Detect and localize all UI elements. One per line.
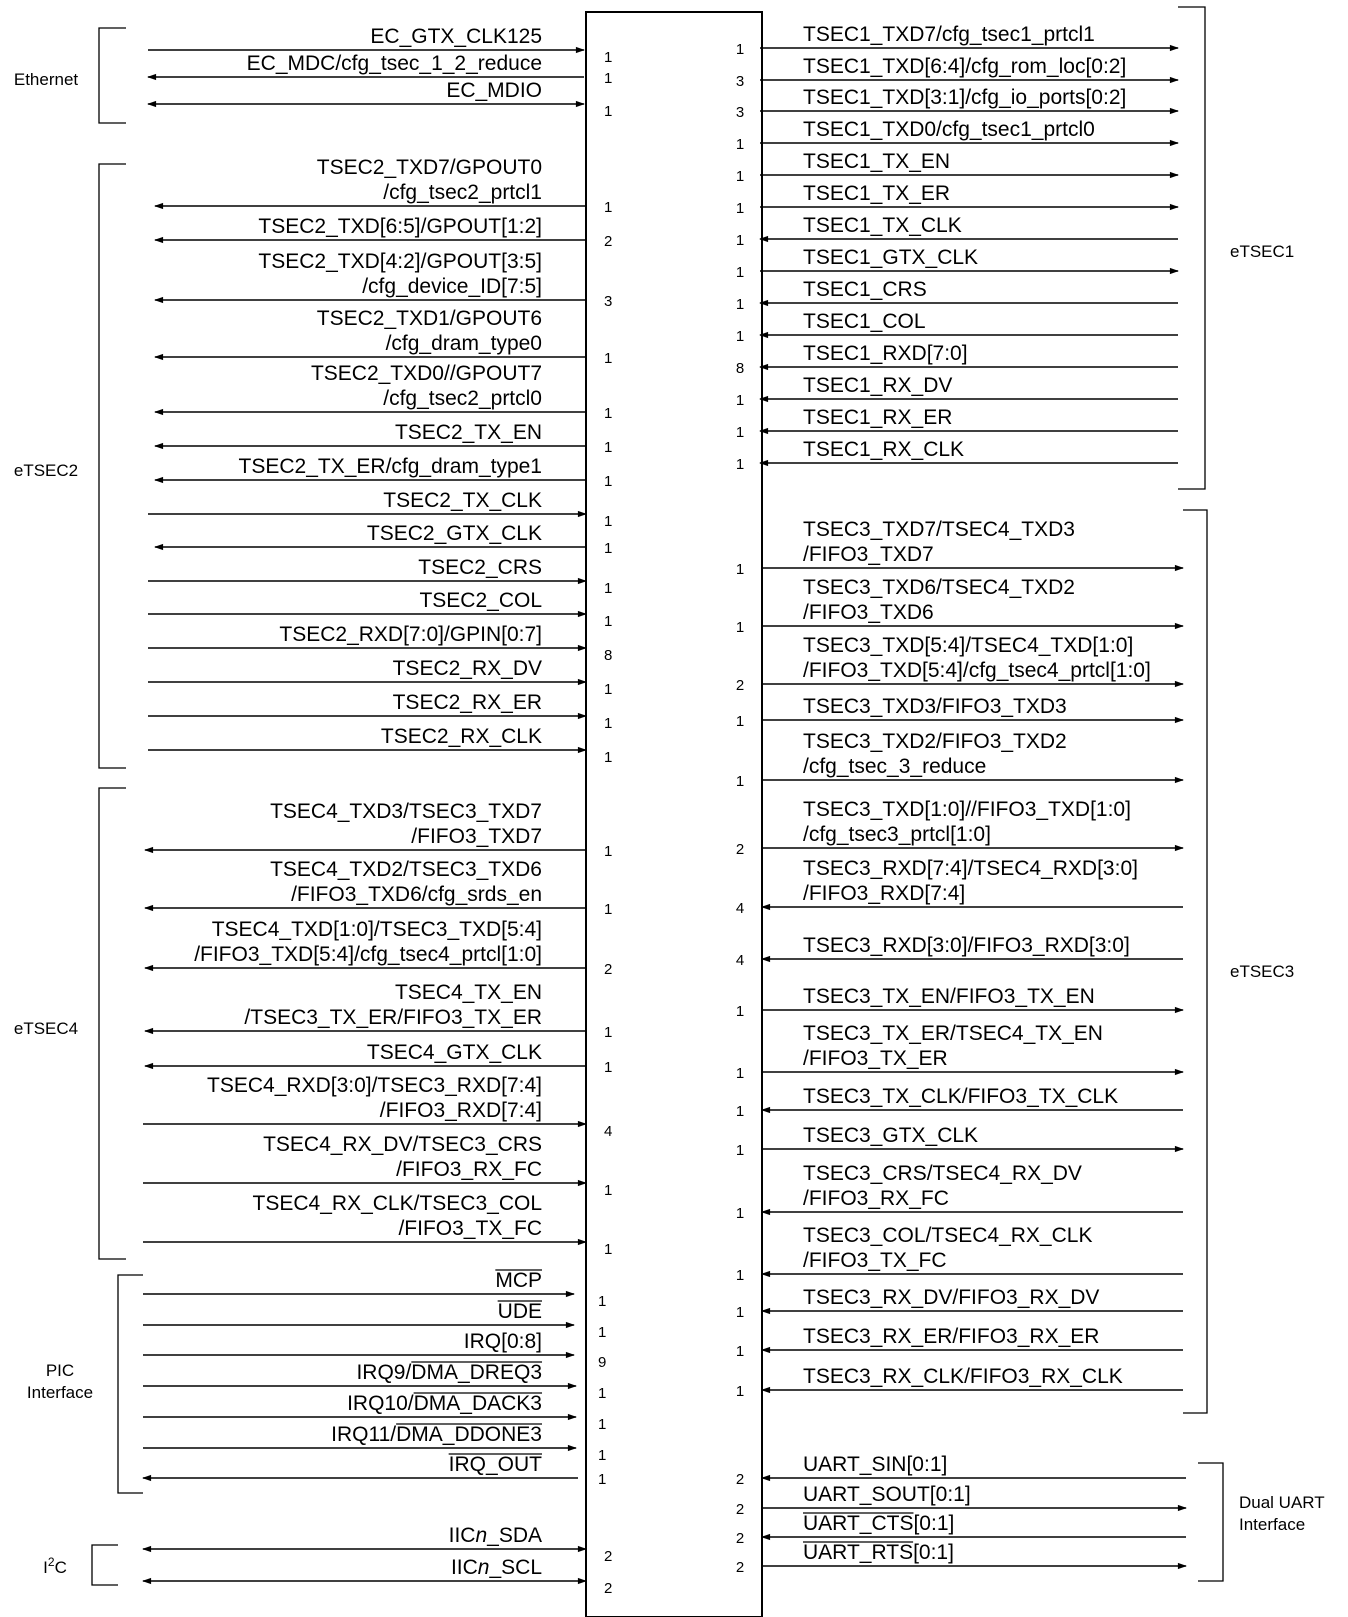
- right-signal-label: TSEC1_TXD7/cfg_tsec1_prtcl1: [803, 23, 1095, 46]
- right-signal-label: UART_CTS[0:1]: [803, 1512, 955, 1535]
- left-signal-label: TSEC4_TXD[1:0]/TSEC3_TXD[5:4]: [211, 918, 542, 941]
- left-signal-label: TSEC2_TX_EN: [394, 421, 542, 444]
- left-signal-width: 1: [604, 405, 613, 422]
- right-signal-label: TSEC3_TXD[5:4]/TSEC4_TXD[1:0]: [803, 634, 1134, 657]
- left-signal-label: /FIFO3_TXD7: [411, 825, 542, 848]
- right-signal-label: TSEC3_TXD3/FIFO3_TXD3: [803, 695, 1067, 718]
- left-signal-width: 1: [604, 1241, 613, 1258]
- right-signal-width: 8: [735, 360, 745, 377]
- left-signal-label: IRQ11/DMA_DDONE3: [331, 1423, 542, 1446]
- right-signal-label: TSEC3_RX_DV/FIFO3_RX_DV: [803, 1286, 1100, 1309]
- right-signal-width: 1: [735, 328, 745, 345]
- i2c-superscript: 2: [47, 1555, 55, 1569]
- right-signal-width: 1: [735, 136, 745, 153]
- left-signal-width: 1: [604, 70, 613, 87]
- left-signal-width: 1: [604, 350, 613, 367]
- left-signal-width: 1: [598, 1447, 607, 1464]
- right-signal-width: 1: [735, 456, 745, 473]
- left-signal-width: 2: [604, 1548, 613, 1565]
- right-signal-width: 1: [735, 1383, 745, 1400]
- left-signal-label: TSEC2_TXD[4:2]/GPOUT[3:5]: [258, 250, 542, 273]
- bracket-i2c: [92, 1545, 118, 1585]
- right-signal-width: 4: [735, 900, 745, 917]
- right-signal-label: TSEC1_GTX_CLK: [803, 246, 979, 269]
- right-signal-width: 1: [735, 168, 745, 185]
- group-label-i2c: $I^2C$: [43, 1555, 67, 1577]
- right-signal-width: 1: [735, 392, 745, 409]
- left-signal-width: 1: [604, 199, 613, 216]
- left-signal-width: 1: [604, 580, 613, 597]
- right-signal-label: TSEC1_RX_ER: [803, 406, 953, 429]
- right-signal-label: TSEC3_TXD7/TSEC4_TXD3: [803, 518, 1075, 541]
- group-label-pic: Interface: [26, 1383, 94, 1402]
- right-signal-label: /FIFO3_TXD7: [803, 543, 934, 566]
- right-signal-label: UART_SOUT[0:1]: [803, 1483, 971, 1506]
- right-signal-label: TSEC3_TXD6/TSEC4_TXD2: [803, 576, 1075, 599]
- left-signal-width: 1: [604, 49, 613, 66]
- left-signal-label: EC_MDC/cfg_tsec_1_2_reduce: [246, 52, 542, 75]
- left-signal-label: /cfg_tsec2_prtcl0: [383, 387, 542, 410]
- right-signal-width: 2: [735, 1501, 745, 1518]
- right-signal-width: 4: [735, 952, 745, 969]
- left-signal-label: MCP: [495, 1269, 542, 1292]
- left-signal-label: IRQ_OUT: [448, 1453, 542, 1476]
- left-signal-label: IRQ[0:8]: [463, 1330, 542, 1353]
- right-signal-label: /FIFO3_RX_FC: [803, 1187, 949, 1210]
- left-signal-label: TSEC2_RX_DV: [392, 657, 542, 680]
- right-signal-width: 1: [735, 296, 745, 313]
- left-signal-label: TSEC4_GTX_CLK: [366, 1041, 542, 1064]
- group-label-etsec4: eTSEC4: [13, 1019, 79, 1038]
- right-signal-label: TSEC3_RX_ER/FIFO3_RX_ER: [803, 1325, 1100, 1348]
- right-signal-label: TSEC1_TX_EN: [803, 150, 951, 173]
- right-signal-width: 1: [735, 264, 745, 281]
- left-signal-label: TSEC2_TXD0//GPOUT7: [310, 362, 542, 385]
- left-signal-width: 1: [604, 715, 613, 732]
- left-signal-width: 1: [604, 103, 613, 120]
- right-signal-width: 2: [735, 1471, 745, 1488]
- left-signal-width: 1: [598, 1385, 607, 1402]
- left-signal-label: /FIFO3_TXD[5:4]/cfg_tsec4_prtcl[1:0]: [194, 943, 542, 966]
- left-signal-width: 8: [604, 647, 613, 664]
- left-signal-width: 1: [604, 473, 613, 490]
- right-signal-label: /FIFO3_TXD6: [803, 601, 934, 624]
- left-signal-label: IRQ9/DMA_DREQ3: [356, 1361, 542, 1384]
- right-signal-width: 1: [735, 1267, 745, 1284]
- left-signal-width: 1: [604, 540, 613, 557]
- left-signal-width: 1: [604, 681, 613, 698]
- left-signal-label: TSEC2_TXD1/GPOUT6: [316, 307, 542, 330]
- bracket-uart: [1198, 1463, 1223, 1581]
- right-signal-label: TSEC3_TX_EN/FIFO3_TX_EN: [803, 985, 1095, 1008]
- right-signal-label: /FIFO3_RXD[7:4]: [803, 882, 966, 905]
- group-label-ethernet: Ethernet: [13, 70, 79, 89]
- right-signal-label: TSEC1_TXD[6:4]/cfg_rom_loc[0:2]: [803, 55, 1127, 78]
- left-signal-width: 1: [598, 1416, 607, 1433]
- left-signal-width: 1: [604, 1059, 613, 1076]
- left-signal-label: TSEC4_RX_DV/TSEC3_CRS: [263, 1133, 542, 1156]
- bracket-pic: [118, 1275, 143, 1493]
- group-label-pic: PIC: [45, 1361, 75, 1380]
- left-signal-label: /FIFO3_TX_FC: [398, 1217, 542, 1240]
- left-signal-width: 1: [604, 749, 613, 766]
- bracket-etsec1: [1178, 7, 1205, 489]
- right-signal-label: TSEC3_RXD[7:4]/TSEC4_RXD[3:0]: [803, 857, 1138, 880]
- left-signal-width: 3: [604, 293, 613, 310]
- left-signal-label: TSEC2_GTX_CLK: [366, 522, 542, 545]
- bracket-etsec3: [1183, 510, 1207, 1413]
- bracket-etsec2: [99, 164, 126, 768]
- right-signal-label: UART_SIN[0:1]: [803, 1453, 948, 1476]
- group-label-etsec1: eTSEC1: [1230, 242, 1295, 261]
- left-signal-label: TSEC2_CRS: [418, 556, 542, 579]
- right-signal-label: TSEC3_TXD2/FIFO3_TXD2: [803, 730, 1067, 753]
- right-signal-label: UART_RTS[0:1]: [803, 1541, 954, 1564]
- left-signal-label: TSEC2_RXD[7:0]/GPIN[0:7]: [279, 623, 542, 646]
- left-signal-width: 4: [604, 1123, 613, 1140]
- left-signal-label: TSEC4_RX_CLK/TSEC3_COL: [252, 1192, 542, 1215]
- i2c-suffix: C: [54, 1558, 67, 1577]
- right-signal-width: 1: [735, 1103, 745, 1120]
- right-signal-label: /FIFO3_TX_FC: [803, 1249, 947, 1272]
- right-signal-label: TSEC1_TXD0/cfg_tsec1_prtcl0: [803, 118, 1095, 141]
- group-label-etsec3: eTSEC3: [1230, 962, 1295, 981]
- left-signal-label: EC_MDIO: [446, 79, 542, 102]
- right-signal-label: TSEC1_RX_DV: [803, 374, 953, 397]
- left-signal-label: /FIFO3_RXD[7:4]: [379, 1099, 542, 1122]
- left-signal-label: TSEC4_TX_EN: [394, 981, 542, 1004]
- left-signal-label: TSEC2_TXD7/GPOUT0: [316, 156, 542, 179]
- right-signal-width: 3: [735, 73, 745, 90]
- left-signal-label: IRQ10/DMA_DACK3: [347, 1392, 542, 1415]
- left-signal-label: TSEC2_TX_CLK: [383, 489, 542, 512]
- left-signal-width: 2: [604, 1580, 613, 1597]
- right-signal-label: TSEC3_TXD[1:0]//FIFO3_TXD[1:0]: [803, 798, 1131, 821]
- left-signal-label: /FIFO3_TXD6/cfg_srds_en: [291, 883, 542, 906]
- left-signal-label: TSEC4_TXD2/TSEC3_TXD6: [270, 858, 542, 881]
- right-signal-width: 1: [735, 1003, 745, 1020]
- left-signal-label: /TSEC3_TX_ER/FIFO3_TX_ER: [244, 1006, 542, 1029]
- bracket-ethernet: [99, 28, 126, 123]
- right-signal-label: TSEC1_TX_ER: [803, 182, 951, 205]
- right-signal-label: /cfg_tsec_3_reduce: [803, 755, 987, 778]
- right-signal-width: 2: [735, 1530, 745, 1547]
- right-signal-width: 1: [735, 1142, 745, 1159]
- left-signal-label: IICn_SCL: [450, 1556, 542, 1579]
- right-signal-width: 1: [735, 1343, 745, 1360]
- right-signal-label: TSEC1_COL: [803, 310, 926, 333]
- group-label-etsec2: eTSEC2: [13, 461, 79, 480]
- right-signal-label: TSEC1_TXD[3:1]/cfg_io_ports[0:2]: [803, 86, 1127, 109]
- right-signal-width: 1: [735, 41, 745, 58]
- right-signal-label: TSEC1_TX_CLK: [803, 214, 962, 237]
- right-signal-label: TSEC1_RX_CLK: [803, 438, 965, 461]
- left-signal-width: 1: [604, 439, 613, 456]
- left-signal-width: 1: [604, 1182, 613, 1199]
- chip-body: [586, 12, 762, 1617]
- right-signal-width: 1: [735, 1205, 745, 1222]
- group-label-uart: Interface: [1239, 1515, 1306, 1534]
- left-signal-width: 1: [604, 513, 613, 530]
- left-signal-width: 9: [598, 1354, 607, 1371]
- group-label-uart: Dual UART: [1239, 1493, 1325, 1512]
- right-signal-width: 2: [735, 841, 745, 858]
- right-signal-width: 2: [735, 1559, 745, 1576]
- right-signal-width: 1: [735, 619, 745, 636]
- left-signal-width: 1: [598, 1293, 607, 1310]
- left-signal-label: IICn_SDA: [448, 1524, 542, 1547]
- left-signal-label: TSEC4_TXD3/TSEC3_TXD7: [270, 800, 542, 823]
- left-signal-width: 1: [598, 1324, 607, 1341]
- right-signal-label: TSEC3_TX_CLK/FIFO3_TX_CLK: [803, 1085, 1119, 1108]
- left-signal-label: /cfg_device_ID[7:5]: [362, 275, 542, 298]
- left-signal-width: 1: [598, 1471, 607, 1488]
- right-signal-label: TSEC3_RX_CLK/FIFO3_RX_CLK: [803, 1365, 1123, 1388]
- right-signal-width: 1: [735, 1065, 745, 1082]
- right-signal-label: TSEC3_RXD[3:0]/FIFO3_RXD[3:0]: [803, 934, 1130, 957]
- left-signal-width: 2: [604, 961, 613, 978]
- left-signal-label: TSEC2_TX_ER/cfg_dram_type1: [238, 455, 542, 478]
- right-signal-label: /cfg_tsec3_prtcl[1:0]: [803, 823, 991, 846]
- right-signal-width: 1: [735, 561, 745, 578]
- left-signal-label: /cfg_dram_type0: [385, 332, 542, 355]
- left-signal-label: TSEC2_RX_ER: [392, 691, 542, 714]
- left-signal-label: /FIFO3_RX_FC: [396, 1158, 542, 1181]
- left-signal-width: 1: [604, 843, 613, 860]
- right-signal-width: 1: [735, 200, 745, 217]
- right-signal-width: 1: [735, 1304, 745, 1321]
- left-signal-label: TSEC2_RX_CLK: [380, 725, 542, 748]
- right-signal-label: TSEC3_CRS/TSEC4_RX_DV: [803, 1162, 1082, 1185]
- right-signal-width: 1: [735, 232, 745, 249]
- left-signal-width: 1: [604, 901, 613, 918]
- left-signal-width: 1: [604, 613, 613, 630]
- right-signal-label: TSEC1_CRS: [803, 278, 927, 301]
- right-signal-label: TSEC3_TX_ER/TSEC4_TX_EN: [803, 1022, 1103, 1045]
- right-signal-label: TSEC3_GTX_CLK: [803, 1124, 979, 1147]
- right-signal-width: 1: [735, 713, 745, 730]
- right-signal-width: 1: [735, 424, 745, 441]
- right-signal-width: 2: [735, 677, 745, 694]
- left-signal-width: 1: [604, 1024, 613, 1041]
- left-signal-label: EC_GTX_CLK125: [370, 25, 542, 48]
- right-signal-label: TSEC3_COL/TSEC4_RX_CLK: [803, 1224, 1093, 1247]
- right-signal-label: /FIFO3_TXD[5:4]/cfg_tsec4_prtcl[1:0]: [803, 659, 1151, 682]
- left-signal-label: TSEC2_TXD[6:5]/GPOUT[1:2]: [258, 215, 542, 238]
- left-signal-label: UDE: [497, 1300, 542, 1323]
- left-signal-label: /cfg_tsec2_prtcl1: [383, 181, 542, 204]
- right-signal-label: /FIFO3_TX_ER: [803, 1047, 948, 1070]
- left-signal-label: TSEC4_RXD[3:0]/TSEC3_RXD[7:4]: [207, 1074, 542, 1097]
- left-signal-width: 2: [604, 233, 613, 250]
- right-signal-label: TSEC1_RXD[7:0]: [803, 342, 968, 365]
- bracket-etsec4: [99, 788, 126, 1259]
- right-signal-width: 1: [735, 773, 745, 790]
- left-signal-label: TSEC2_COL: [419, 589, 542, 612]
- right-signal-width: 3: [735, 104, 745, 121]
